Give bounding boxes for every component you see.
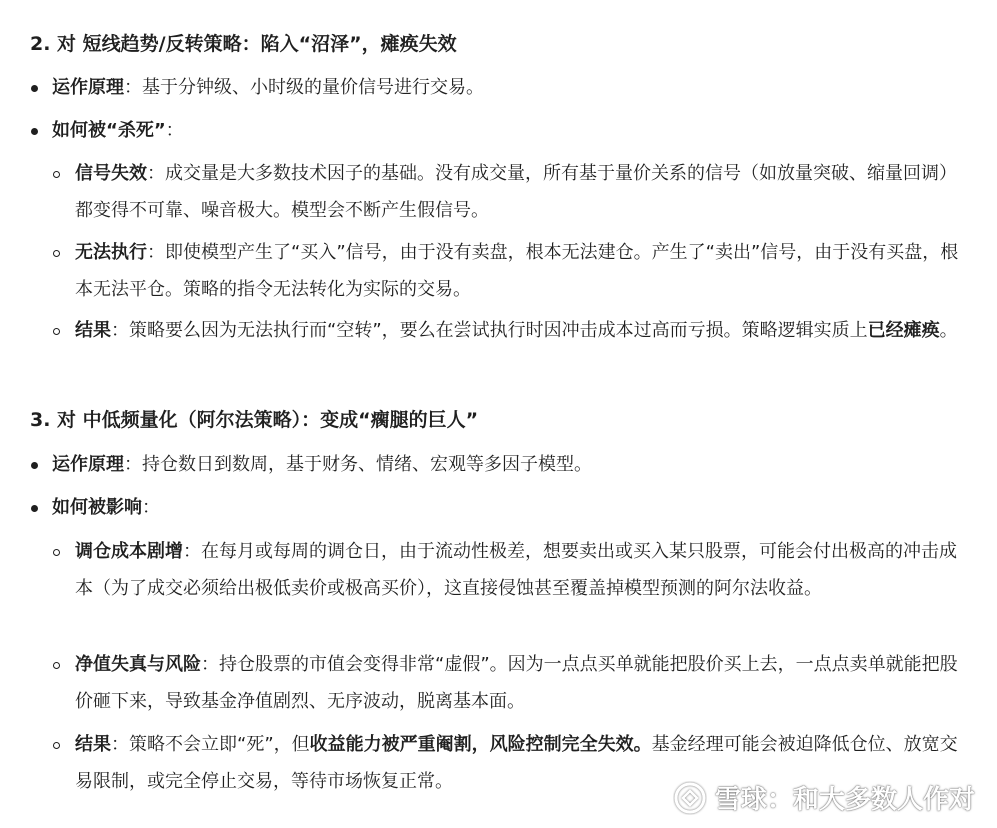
- snowball-logo-icon: [673, 781, 707, 815]
- killed-text: ：: [165, 120, 184, 141]
- bullet-circle: [53, 742, 60, 749]
- principle-label: 运作原理: [52, 454, 124, 475]
- item-text: ：策略不会立即“死”，但: [111, 734, 310, 755]
- bullet-dot: [31, 462, 38, 469]
- bullet-dot: [31, 505, 38, 512]
- item-label: 无法执行: [75, 242, 147, 263]
- principle-label: 运作原理: [52, 77, 124, 98]
- list-item: [75, 533, 965, 607]
- item-tail: 。: [939, 320, 958, 341]
- principle-text: ：持仓数日到数周，基于财务、情绪、宏观等多因子模型。: [124, 454, 592, 475]
- item-text: ：即使模型产生了“买入”信号，由于没有卖盘，根本无法建仓。产生了“卖出”信号，由于没有买盘，根本无法平仓。策略的指令无法转化为实际的交易。: [75, 242, 959, 300]
- bullet-circle: [53, 662, 60, 669]
- bullet-circle: [53, 549, 60, 556]
- list-item: [75, 312, 965, 349]
- item-emphasis: 已经瘫痪: [867, 320, 940, 341]
- affected-text: ：: [142, 497, 160, 518]
- bullet-circle: [53, 171, 60, 178]
- item-label: 结果: [75, 320, 111, 341]
- principle-text: ：基于分钟级、小时级的量价信号进行交易。: [124, 77, 484, 98]
- principle-line: [52, 452, 592, 478]
- item-tail: 基金经理可能会被迫降低仓位、放宽交易限制，或完全停止交易，等待市场恢复正常。: [75, 734, 958, 792]
- bullet-dot: [31, 85, 38, 92]
- item-label: 净值失真与风险: [75, 654, 201, 675]
- affected-label: 如何被影响: [52, 497, 142, 518]
- item-text: ：策略要么因为无法执行而“空转”，要么在尝试执行时因冲击成本过高而亏损。策略逻辑实质上: [111, 320, 868, 341]
- item-text: ：持仓股票的市值会变得非常“虚假”。因为一点点买单就能把股价买上去，一点点卖单就能把股价砸下来，导致基金净值剧烈、无序波动，脱离基本面。: [75, 654, 958, 712]
- item-emphasis: 收益能力被严重阉割，风险控制完全失效。: [309, 734, 652, 755]
- principle-line: [52, 75, 484, 101]
- watermark-text: 雪球：和大多数人作对: [714, 785, 975, 815]
- killed-line: [52, 118, 184, 144]
- watermark: [673, 779, 975, 816]
- item-text: ：在每月或每周的调仓日，由于流动性极差，想要卖出或买入某只股票，可能会付出极高的冲击成本（为了成交必须给出极低卖价或极高买价），这直接侵蚀甚至覆盖掉模型预测的阿尔法收益。: [75, 541, 957, 599]
- bullet-circle: [53, 250, 60, 257]
- section-2-heading: 2. 对 短线趋势/反转策略：陷入“沼泽”，瘫痪失效: [30, 33, 457, 55]
- item-text: ：成交量是大多数技术因子的基础。没有成交量，所有基于量价关系的信号（如放量突破、缩量回调）都变得不可靠、噪音极大。模型会不断产生假信号。: [75, 163, 957, 221]
- item-label: 信号失效: [75, 163, 147, 184]
- list-item: [75, 155, 965, 229]
- item-label: 结果: [75, 734, 111, 755]
- list-item: [75, 234, 965, 308]
- section-3-heading: 3. 对 中低频量化（阿尔法策略）：变成“瘸腿的巨人”: [30, 409, 479, 431]
- list-item: [75, 646, 965, 720]
- affected-line: [52, 495, 160, 521]
- bullet-circle: [53, 328, 60, 335]
- killed-label: 如何被“杀死”: [52, 120, 166, 141]
- bullet-dot: [31, 128, 38, 135]
- item-label: 调仓成本剧增: [75, 541, 183, 562]
